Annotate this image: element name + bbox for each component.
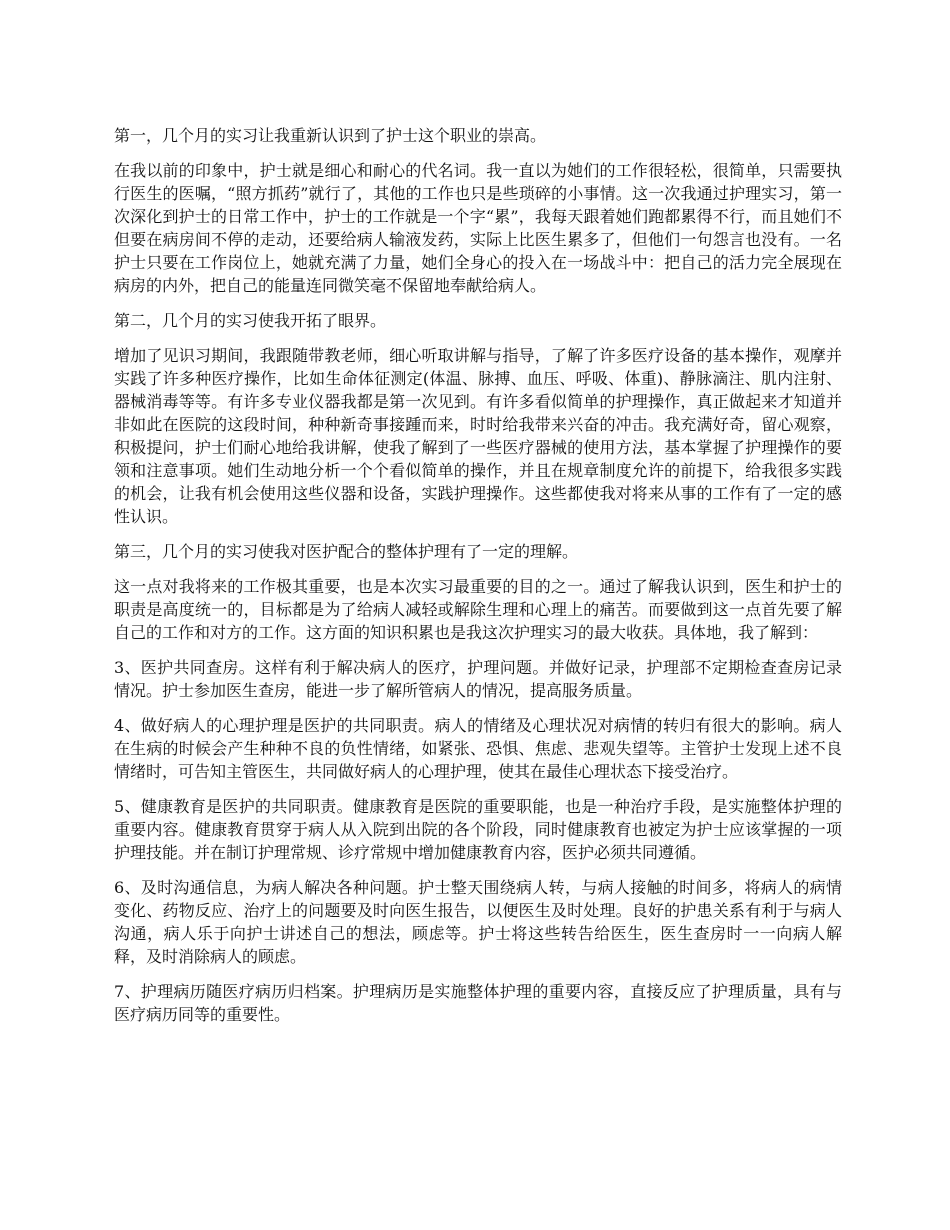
paragraph-9: 5、健康教育是医护的共同职责。健康教育是医院的重要职能，也是一种治疗手段，是实施整体护理的重要内容。健康教育贯穿于病人从入院到出院的各个阶段，同时健康教育也被定为护士应该掌握的一项护理技能。并在制订护理常规、诊疗常规中增加健康教育内容，医护必须共同遵循。 bbox=[114, 797, 842, 862]
paragraph-4: 增加了见识习期间，我跟随带教老师，细心听取讲解与指导，了解了许多医疗设备的基本操作，观摩并实践了许多种医疗操作，比如生命体征测定(体温、脉搏、血压、呼吸、体重)、静脉滴注、肌内注射、器械消毒等等。有许多专业仪器我都是第一次见到。有许多看似简单的护理操作，真正做起来才知道并非如此在医院的这段时间，种种新奇事接踵而来，时时给我带来兴奋的冲击。我充满好奇，留心观察，积极提问，护士们耐心地给我讲解，使我了解到了一些医疗器械的使用方法，基本掌握了护理操作的要领和注意事项。她们生动地分析一个个看似简单的操作，并且在规章制度允许的前提下，给我很多实践的机会，让我有机会使用这些仪器和设备，实践护理操作。这些都使我对将来从事的工作有了一定的感性认识。 bbox=[114, 346, 842, 526]
paragraph-8: 4、做好病人的心理护理是医护的共同职责。病人的情绪及心理状况对病情的转归有很大的影响。病人在生病的时候会产生种种不良的负性情绪，如紧张、恐惧、焦虑、悲观失望等。主管护士发现上述不良情绪时，可告知主管医生，共同做好病人的心理护理，使其在最佳心理状态下接受治疗。 bbox=[114, 716, 842, 781]
paragraph-6: 这一点对我将来的工作极其重要，也是本次实习最重要的目的之一。通过了解我认识到，医生和护士的职责是高度统一的，目标都是为了给病人减轻或解除生理和心理上的痛苦。而要做到这一点首先要了解自己的工作和对方的工作。这方面的知识积累也是我这次护理实习的最大收获。具体地，我了解到： bbox=[114, 577, 842, 642]
paragraph-10: 6、及时沟通信息，为病人解决各种问题。护士整天围绕病人转，与病人接触的时间多，将病人的病情变化、药物反应、治疗上的问题要及时向医生报告，以便医生及时处理。良好的护患关系有利于与病人沟通，病人乐于向护士讲述自己的想法，顾虑等。护士将这些转告给医生，医生查房时一一向病人解释，及时消除病人的顾虑。 bbox=[114, 878, 842, 966]
paragraph-7: 3、医护共同查房。这样有利于解决病人的医疗，护理问题。并做好记录，护理部不定期检查查房记录情况。护士参加医生查房，能进一步了解所管病人的情况，提高服务质量。 bbox=[114, 658, 842, 700]
document-body bbox=[114, 124, 842, 1038]
paragraph-1: 第一，几个月的实习让我重新认识到了护士这个职业的崇高。 bbox=[114, 126, 547, 145]
paragraph-3: 第二，几个月的实习使我开拓了眼界。 bbox=[114, 311, 387, 330]
paragraph-5: 第三，几个月的实习使我对医护配合的整体护理有了一定的理解。 bbox=[114, 542, 579, 561]
paragraph-2: 在我以前的印象中，护士就是细心和耐心的代名词。我一直以为她们的工作很轻松，很简单，只需要执行医生的医嘱，“照方抓药”就行了，其他的工作也只是些琐碎的小事情。这一次我通过护理实习，第一次深化到护士的日常工作中，护士的工作就是一个字“累”，我每天跟着她们跑都累得不行，而且她们不但要在病房间不停的走动，还要给病人输液发药，实际上比医生累多了，但他们一句怨言也没有。一名护士只要在工作岗位上，她就充满了力量，她们全身心的投入在一场战斗中：把自己的活力完全展现在病房的内外，把自己的能量连同微笑毫不保留地奉献给病人。 bbox=[114, 161, 842, 295]
paragraph-11: 7、护理病历随医疗病历归档案。护理病历是实施整体护理的重要内容，直接反应了护理质量，具有与医疗病历同等的重要性。 bbox=[114, 982, 842, 1024]
